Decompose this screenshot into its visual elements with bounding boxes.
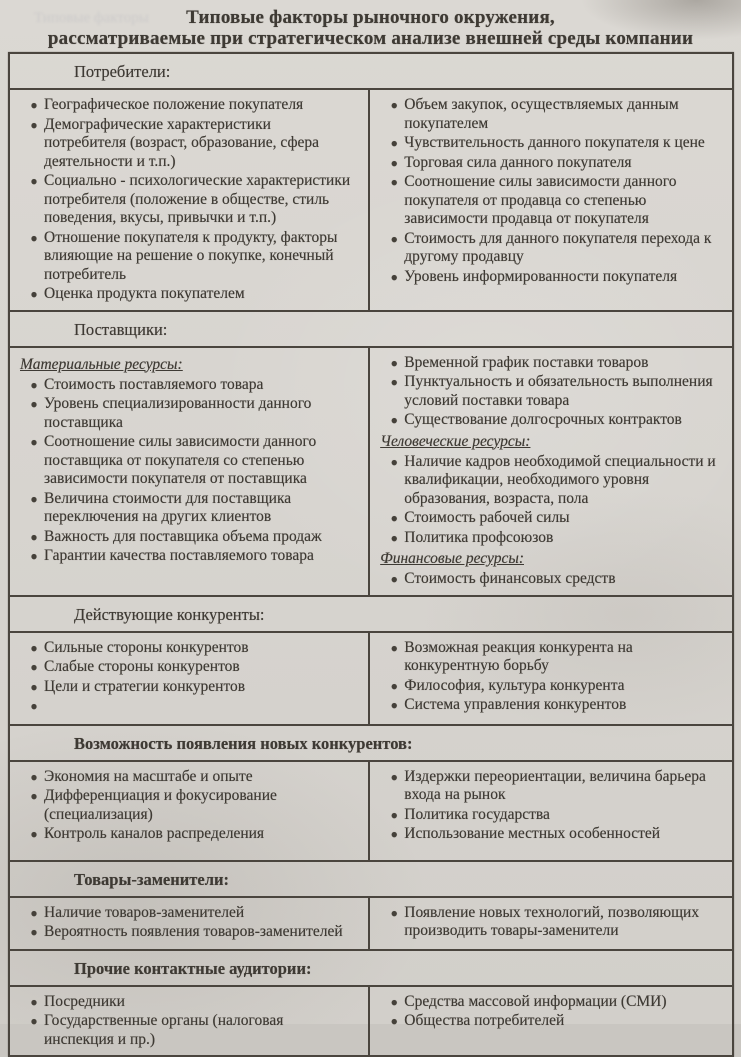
list-item-text: Наличие товаров-заменителей — [44, 903, 245, 921]
bullet-icon: ● — [390, 175, 398, 189]
bullet-icon: ● — [30, 549, 38, 563]
list-item-text: Посредники — [44, 992, 125, 1010]
list-item — [14, 993, 362, 1012]
list-item-text: Стоимость рабочей силы — [404, 509, 570, 526]
list-item-text: Политика профсоюзов — [404, 528, 554, 546]
section-header: Товары-заменители: — [10, 862, 732, 898]
list-item — [14, 490, 362, 527]
list-item — [14, 116, 362, 172]
list-item — [14, 1012, 362, 1049]
list-item-text: Сильные стороны конкурентов — [44, 638, 249, 656]
bullet-icon: ● — [30, 230, 38, 245]
list-item — [374, 904, 726, 941]
list-item — [374, 677, 726, 696]
list-item — [374, 825, 726, 844]
list-item — [374, 134, 726, 153]
list-item — [14, 229, 362, 285]
section-body — [10, 348, 732, 597]
bullet-icon: ● — [30, 98, 38, 112]
section-body — [10, 762, 732, 862]
section-body — [10, 90, 732, 312]
list-item-text: Средства массовой информации (СМИ) — [404, 992, 667, 1010]
list-item-text: Появление новых технологий, позволяющих производить товары-заменители — [404, 903, 700, 939]
list-item — [14, 658, 362, 677]
bullet-icon: ● — [390, 454, 398, 469]
bullet-icon: ● — [30, 660, 38, 674]
bullet-icon: ● — [30, 174, 38, 188]
list-item — [374, 639, 726, 676]
list-item — [14, 376, 362, 395]
list-item — [14, 547, 362, 566]
list-item — [374, 768, 726, 805]
list-item — [14, 678, 362, 697]
list-item — [374, 1012, 726, 1031]
list-item-text: Возможная реакция конкурента на конкурентную борьбу — [404, 638, 633, 674]
section-header: Прочие контактные аудитории: — [10, 951, 732, 987]
bullet-icon: ● — [390, 413, 398, 427]
bullet-icon: ● — [390, 905, 398, 920]
list-item-text: Наличие кадров необходимой специальности и квалификации, необходимого уровня образования, возраста, пола — [404, 452, 716, 507]
list-item-text: Стоимость для данного покупателя перехода к другому продавцу — [404, 229, 712, 265]
list-item — [14, 923, 362, 942]
bullet-icon: ● — [390, 640, 398, 655]
bullet-icon: ● — [390, 827, 398, 841]
bullet-icon: ● — [390, 136, 398, 150]
list-item-text: Государственные органы (налоговая инспекция и пр.) — [44, 1012, 284, 1048]
section-right-column — [370, 898, 732, 949]
bullet-icon: ● — [30, 529, 38, 544]
list-item-text: Отношение покупателя к продукту, факторы влияющие на решение о покупке, конечный потребитель — [44, 228, 338, 283]
list-item — [374, 993, 726, 1012]
list-item-text: Важность для поставщика объема продаж — [44, 527, 322, 545]
list-item-text: Гарантии качества поставляемого товара — [44, 547, 314, 564]
list-item-text: Философия, культура конкурента — [404, 676, 625, 694]
bullet-icon: ● — [390, 994, 398, 1009]
list-item — [374, 96, 726, 133]
bullet-icon: ● — [390, 355, 398, 370]
factors-table — [8, 52, 734, 1057]
list-item-text: Политика государства — [404, 805, 550, 823]
section-body — [10, 987, 732, 1056]
list-item-text: Временной график поставки товаров — [404, 353, 649, 371]
section-header: Поставщики: — [10, 312, 732, 348]
list-item — [374, 806, 726, 825]
list-item — [14, 825, 362, 844]
bullet-icon: ● — [390, 678, 398, 693]
title-line-2: рассматриваемые при стратегическом анализе внешней среды компании — [47, 28, 694, 49]
list-item-text: Цели и стратегии конкурентов — [44, 677, 246, 695]
section-right-column — [370, 348, 732, 595]
section-left-column — [10, 987, 370, 1056]
bullet-icon: ● — [390, 269, 398, 284]
list-item — [374, 411, 726, 430]
section-body — [10, 898, 732, 951]
list-item-text: Торговая сила данного покупателя — [404, 153, 632, 171]
list-item — [14, 433, 362, 489]
bullet-icon: ● — [30, 994, 38, 1009]
bullet-icon: ● — [30, 435, 38, 449]
list-item-text: Контроль каналов распределения — [44, 825, 265, 842]
section-left-column — [10, 762, 370, 860]
list-item-text: Пунктуальность и обязательность выполнения условий поставки товара — [404, 373, 713, 409]
section-right-column — [370, 90, 732, 310]
list-item-text: Социально - психологические характеристики потребителя (положение в обществе, стиль поведения, вкусы, привычки и т.п.) — [44, 172, 351, 226]
list-item — [374, 173, 726, 229]
list-item — [14, 768, 362, 787]
resource-subheader: Материальные ресурсы: — [20, 355, 183, 373]
list-item — [14, 787, 362, 824]
bullet-icon: ● — [30, 491, 38, 506]
resource-subheader: Финансовые ресурсы: — [380, 550, 524, 567]
bullet-icon: ● — [390, 572, 398, 586]
list-item — [374, 373, 726, 410]
list-item-text: Экономия на масштабе и опыте — [44, 767, 253, 785]
bullet-icon: ● — [30, 905, 38, 920]
list-item — [14, 285, 362, 304]
list-item — [14, 172, 362, 228]
section-left-column — [10, 348, 370, 595]
list-item — [374, 696, 726, 715]
section-left-column — [10, 898, 370, 949]
list-item — [14, 639, 362, 658]
section-header: Возможность появления новых конкурентов: — [10, 726, 732, 762]
list-item-text: Географическое положение покупателя — [44, 96, 304, 113]
bullet-icon: ● — [390, 375, 398, 389]
bullet-icon: ● — [30, 925, 38, 939]
list-item — [374, 529, 726, 548]
list-item-text: Дифференциация и фокусирование (специализация) — [44, 787, 277, 823]
list-item-text: Стоимость поставляемого товара — [44, 375, 264, 393]
list-item-text: Издержки переориентации, величина барьера входа на рынок — [404, 767, 706, 803]
bullet-icon: ● — [30, 640, 38, 655]
list-item-text: Уровень специализированности данного поставщика — [44, 395, 312, 431]
list-item-text: Величина стоимости для поставщика переключения на других клиентов — [44, 489, 292, 525]
bullet-icon: ● — [390, 807, 398, 822]
list-item — [14, 904, 362, 923]
list-item-text: Вероятность появления товаров-заменителей — [44, 923, 343, 940]
list-item-text: Демографические характеристики потребителя (возраст, образование, сфера деятельности и т.п.) — [44, 115, 320, 170]
list-item-text: Общества потребителей — [404, 1012, 565, 1029]
bullet-icon: ● — [30, 769, 38, 784]
section-header: Потребители: — [10, 54, 732, 90]
list-item — [14, 697, 362, 716]
list-item — [374, 453, 726, 509]
bullet-icon: ● — [390, 530, 398, 545]
list-item-text: Стоимость финансовых средств — [404, 570, 616, 587]
section-body — [10, 633, 732, 726]
bullet-icon: ● — [30, 1014, 38, 1028]
list-item — [374, 154, 726, 173]
section-right-column — [370, 762, 732, 860]
section-left-column — [10, 90, 370, 310]
bullet-icon: ● — [30, 377, 38, 392]
list-item-text: Система управления конкурентов — [404, 696, 627, 713]
section-right-column — [370, 633, 732, 724]
bullet-icon: ● — [30, 287, 38, 301]
list-item — [14, 96, 362, 115]
resource-subheader: Человеческие ресурсы: — [380, 432, 531, 450]
list-item-text: Объем закупок, осуществляемых данным покупателем — [404, 96, 679, 132]
list-item — [374, 230, 726, 267]
section-header: Действующие конкуренты: — [10, 597, 732, 633]
list-item — [374, 354, 726, 373]
list-item-text: Оценка продукта покупателем — [44, 285, 245, 302]
bullet-icon: ● — [30, 679, 38, 694]
list-item-text: Уровень информированности покупателя — [404, 267, 678, 285]
bullet-icon: ● — [390, 231, 398, 246]
bullet-icon: ● — [390, 769, 398, 784]
bullet-icon: ● — [30, 789, 38, 803]
section-right-column — [370, 987, 732, 1056]
list-item — [14, 395, 362, 432]
list-item — [14, 528, 362, 547]
bullet-icon: ● — [30, 827, 38, 841]
section-left-column — [10, 633, 370, 724]
list-item-text: Существование долгосрочных контрактов — [404, 411, 682, 428]
bullet-icon: ● — [30, 117, 38, 132]
bullet-icon: ● — [390, 1014, 398, 1028]
list-item-text: Соотношение силы зависимости данного покупателя от продавца со степенью зависимости продавца от покупателя — [404, 173, 677, 227]
list-item — [374, 509, 726, 528]
title-line-1: Типовые факторы рыночного окружения, — [186, 7, 555, 28]
list-item — [374, 570, 726, 589]
bullet-icon: ● — [30, 397, 38, 411]
bullet-icon: ● — [390, 155, 398, 170]
bullet-icon: ● — [30, 699, 38, 713]
list-item-text: Соотношение силы зависимости данного поставщика от покупателя со степенью зависимости покупателя от поставщика — [44, 433, 317, 487]
bullet-icon: ● — [390, 98, 398, 112]
list-item-text: Использование местных особенностей — [404, 825, 661, 842]
list-item-text: Слабые стороны конкурентов — [44, 658, 240, 675]
bullet-icon: ● — [390, 698, 398, 712]
list-item — [374, 268, 726, 287]
document-title — [0, 0, 741, 49]
bullet-icon: ● — [390, 511, 398, 525]
list-item-text: Чувствительность данного покупателя к цене — [404, 134, 705, 151]
ghost-print: Типовые факторы — [34, 10, 149, 26]
